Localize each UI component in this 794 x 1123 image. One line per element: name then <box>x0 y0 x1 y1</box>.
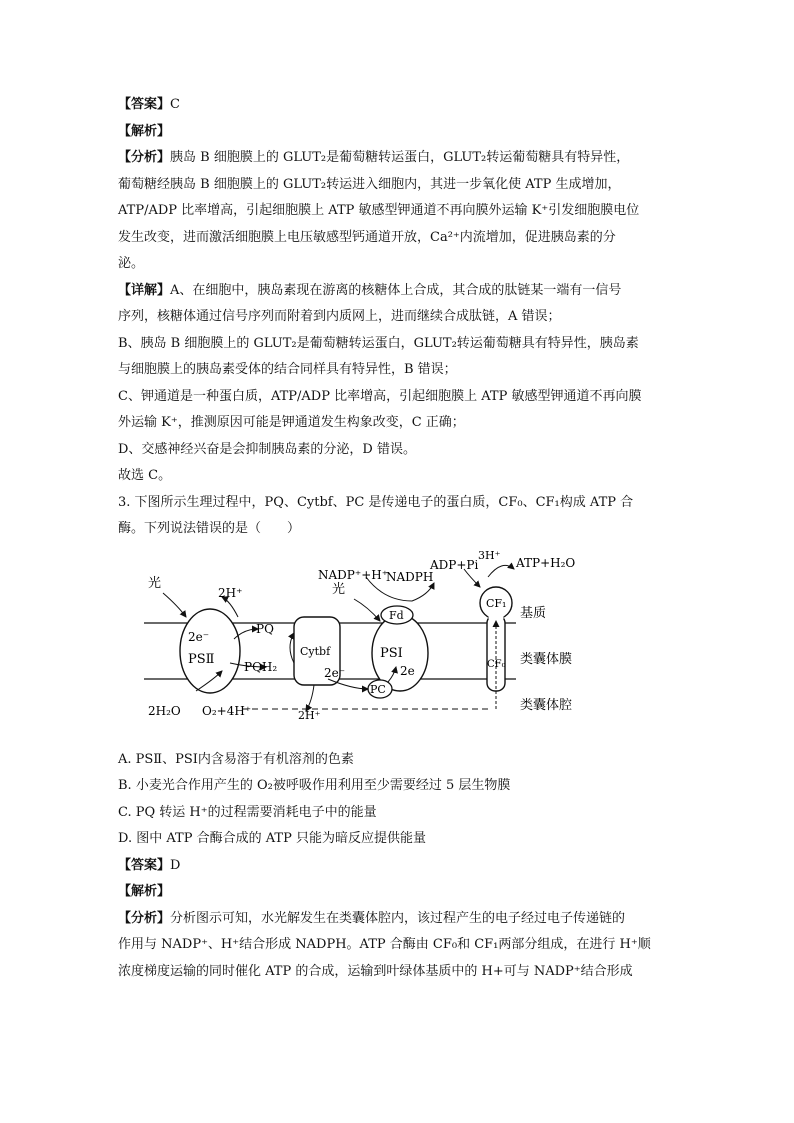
h-top-label: 2H⁺ <box>218 585 243 600</box>
atp-label: ATP+H₂O <box>516 555 576 570</box>
option-d: D. 图中 ATP 合酶合成的 ATP 只能为暗反应提供能量 <box>118 831 426 846</box>
text-line: 发生改变，进而激活细胞膜上电压敏感型钙通道开放，Ca²⁺内流增加，促进胰岛素的分 <box>118 229 616 245</box>
text-line: 外运输 K⁺，推测原因可能是钾通道发生构象改变，C 正确； <box>118 415 465 430</box>
answer-tag: 【答案】 <box>118 857 171 873</box>
option-c: C. PQ 转运 H⁺的过程需要消耗电子中的能量 <box>118 804 377 820</box>
pqh2-label: PQH₂ <box>244 659 278 674</box>
text-line: 葡萄糖经胰岛 B 细胞膜上的 GLUT₂转运进入细胞内，其进一步氧化使 ATP 生成增加， <box>118 176 621 192</box>
cf0-label: CF₀ <box>487 658 506 670</box>
membrane-label: 类囊体膜 <box>520 651 573 667</box>
h3-label: 3H⁺ <box>478 550 501 562</box>
nadp-label: NADP⁺+H⁺ <box>318 567 389 582</box>
text-line: 分析图示可知，水光解发生在类囊体腔内，该过程产生的电子经过电子传递链的 <box>170 910 626 926</box>
adp-label: ADP+Pi <box>430 557 479 572</box>
text-line: 序列，核糖体通过信号序列而附着到内质网上，进而继续合成肽链，A 错误； <box>118 309 561 324</box>
o2-label: O₂+4H⁺ <box>202 703 252 718</box>
pc-label: PC <box>370 682 386 696</box>
text-line: 泌。 <box>118 256 145 271</box>
analysis-tag: 【解析】 <box>118 884 171 899</box>
nadph-label: NADPH <box>386 569 434 584</box>
answer-line <box>118 853 678 880</box>
xiangjie-para <box>118 278 678 305</box>
text-line: 胰岛 B 细胞膜上的 GLUT₂是葡萄糖转运蛋白，GLUT₂转运葡萄糖具有特异性， <box>170 150 630 165</box>
fenxi-tag: 【分析】 <box>118 150 171 165</box>
option-b: B. 小麦光合作用产生的 O₂被呼吸作用利用至少需要经过 5 层生物膜 <box>118 778 511 793</box>
e-ps1-label: 2e <box>400 663 415 678</box>
ps2-label: PSⅡ <box>188 651 215 667</box>
light-label-1: 光 <box>148 575 162 591</box>
h-bottom-label: 2H⁺ <box>298 708 321 722</box>
photosynthesis-diagram <box>118 551 678 741</box>
text-line: D、交感神经兴奋是会抑制胰岛素的分泌，D 错误。 <box>118 441 416 457</box>
ps1-label: PSⅠ <box>380 645 403 661</box>
question-stem: 酶。下列说法错误的是（ ） <box>118 521 301 536</box>
lumen-label: 类囊体腔 <box>520 697 573 713</box>
ps2-complex <box>180 609 240 693</box>
text-line: B、胰岛 B 细胞膜上的 GLUT₂是葡萄糖转运蛋白，GLUT₂转运葡萄糖具有特异性，胰岛素 <box>118 335 639 351</box>
light-arrow-ps2 <box>163 593 186 617</box>
answer-line <box>118 92 678 119</box>
fenxi-para <box>118 906 678 933</box>
text-line: 作用与 NADP⁺、H⁺结合形成 NADPH。ATP 合酶由 CF₀和 CF₁两部分组成，在进行 H⁺顺 <box>118 937 651 952</box>
stroma-label: 基质 <box>520 605 547 621</box>
cf1-label: CF₁ <box>486 596 507 610</box>
text-line: 与细胞膜上的胰岛素受体的结合同样具有特异性，B 错误； <box>118 362 457 377</box>
diagram-svg <box>118 551 678 741</box>
e-cyt-label: 2e⁻ <box>324 665 346 680</box>
analysis-tag: 【解析】 <box>118 123 171 139</box>
fd-label: Fd <box>389 608 404 622</box>
answer-tag: 【答案】 <box>118 97 171 112</box>
fenxi-para <box>118 145 678 172</box>
e-ps2-label: 2e⁻ <box>188 629 210 644</box>
cytbf-label: Cytbf <box>300 644 331 658</box>
pq-label: PQ <box>256 621 274 636</box>
atp-out-arrow <box>488 565 514 577</box>
cyt-h-bottom-arrow <box>306 685 314 711</box>
answer-value: D <box>170 857 181 873</box>
light-label-2: 光 <box>332 581 346 597</box>
document-page <box>118 92 678 985</box>
answer-value: C <box>170 97 180 112</box>
text-line: 浓度梯度运输的同时催化 ATP 的合成，运输到叶绿体基质中的 H+可与 NADP⁺结合形成 <box>118 963 633 979</box>
text-line: 故选 C。 <box>118 468 172 483</box>
question-stem: 3. 下图所示生理过程中，PQ、Cytbf、PC 是传递电子的蛋白质，CF₀、CF₁构成 ATP 合 <box>118 494 634 510</box>
h2o-label: 2H₂O <box>148 703 181 718</box>
text-line: A、在细胞中，胰岛素现在游离的核糖体上合成，其合成的肽链某一端有一信号 <box>170 282 622 298</box>
text-line: C、钾通道是一种蛋白质，ATP/ADP 比率增高，引起细胞膜上 ATP 敏感型钾通道不再向膜 <box>118 388 642 404</box>
xiangjie-tag: 【详解】 <box>118 282 171 298</box>
text-line: ATP/ADP 比率增高，引起细胞膜上 ATP 敏感型钾通道不再向膜外运输 K⁺引发细胞膜电位 <box>118 203 640 218</box>
light-arrow-ps1 <box>354 599 380 621</box>
fenxi-tag: 【分析】 <box>118 910 171 926</box>
option-a: A. PSⅡ、PSⅠ内含易溶于有机溶剂的色素 <box>118 751 354 767</box>
